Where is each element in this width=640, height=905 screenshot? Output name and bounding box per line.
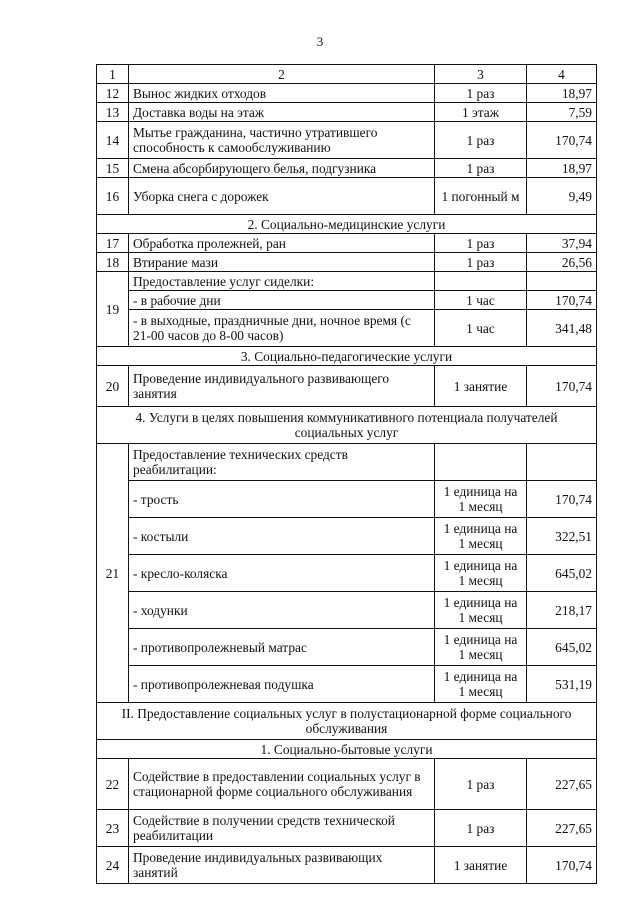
service-name: Содействие в получении средств технической реабилитации bbox=[129, 810, 435, 847]
service-unit: 1 раз bbox=[435, 253, 527, 272]
table-row bbox=[97, 592, 597, 629]
service-unit: 1 этаж bbox=[435, 103, 527, 122]
service-price: 7,59 bbox=[527, 103, 597, 122]
service-price: 170,74 bbox=[527, 366, 597, 407]
service-subitem-name: - противопролежневый матрас bbox=[129, 629, 435, 666]
row-number: 20 bbox=[97, 366, 129, 407]
service-unit: 1 единица на 1 месяц bbox=[435, 518, 527, 555]
service-subitem-name: - кресло-коляска bbox=[129, 555, 435, 592]
service-unit: 1 час bbox=[435, 291, 527, 310]
service-name: Предоставление услуг сиделки: bbox=[129, 272, 435, 291]
header-col-3: 3 bbox=[435, 65, 527, 84]
row-number: 16 bbox=[97, 178, 129, 215]
service-unit: 1 раз bbox=[435, 159, 527, 178]
table-row bbox=[97, 847, 597, 884]
table-row bbox=[97, 481, 597, 518]
table-row bbox=[97, 310, 597, 347]
service-unit: 1 единица на 1 месяц bbox=[435, 666, 527, 703]
row-number: 13 bbox=[97, 103, 129, 122]
service-name: Уборка снега с дорожек bbox=[129, 178, 435, 215]
section-row bbox=[97, 703, 597, 740]
service-name: Доставка воды на этаж bbox=[129, 103, 435, 122]
table-row bbox=[97, 178, 597, 215]
service-price: 645,02 bbox=[527, 555, 597, 592]
service-price: 170,74 bbox=[527, 122, 597, 159]
table-row bbox=[97, 272, 597, 291]
service-price: 9,49 bbox=[527, 178, 597, 215]
service-subitem-name: - противопролежневая подушка bbox=[129, 666, 435, 703]
header-col-4: 4 bbox=[527, 65, 597, 84]
row-number: 18 bbox=[97, 253, 129, 272]
table-row bbox=[97, 759, 597, 810]
services-price-table bbox=[96, 64, 597, 884]
service-unit: 1 единица на 1 месяц bbox=[435, 592, 527, 629]
service-unit: 1 раз bbox=[435, 234, 527, 253]
service-price: 18,97 bbox=[527, 84, 597, 103]
table-row bbox=[97, 366, 597, 407]
row-number: 14 bbox=[97, 122, 129, 159]
row-number: 15 bbox=[97, 159, 129, 178]
table-row bbox=[97, 84, 597, 103]
service-name: Предоставление технических средств реабилитации: bbox=[129, 444, 435, 481]
header-col-1: 1 bbox=[97, 65, 129, 84]
section-row bbox=[97, 740, 597, 759]
service-name: Смена абсорбирующего белья, подгузника bbox=[129, 159, 435, 178]
service-price: 531,19 bbox=[527, 666, 597, 703]
service-name: Проведение индивидуального развивающего занятия bbox=[129, 366, 435, 407]
empty-cell bbox=[527, 444, 597, 481]
service-name: Содействие в предоставлении социальных услуг в стационарной форме социального обслуживания bbox=[129, 759, 435, 810]
service-price: 645,02 bbox=[527, 629, 597, 666]
row-number: 19 bbox=[97, 272, 129, 347]
service-price: 170,74 bbox=[527, 481, 597, 518]
service-subitem-name: - в выходные, праздничные дни, ночное время (с 21-00 часов до 8-00 часов) bbox=[129, 310, 435, 347]
empty-cell bbox=[435, 444, 527, 481]
table-row bbox=[97, 810, 597, 847]
service-name: Проведение индивидуальных развивающих занятий bbox=[129, 847, 435, 884]
section-row bbox=[97, 347, 597, 366]
row-number: 23 bbox=[97, 810, 129, 847]
page-number: 3 bbox=[316, 34, 324, 49]
service-unit: 1 единица на 1 месяц bbox=[435, 481, 527, 518]
section-title: 1. Социально-бытовые услуги bbox=[97, 740, 597, 759]
service-unit: 1 погонный м bbox=[435, 178, 527, 215]
service-subitem-name: - в рабочие дни bbox=[129, 291, 435, 310]
service-name: Обработка пролежней, ран bbox=[129, 234, 435, 253]
table-row bbox=[97, 122, 597, 159]
service-price: 170,74 bbox=[527, 291, 597, 310]
service-price: 18,97 bbox=[527, 159, 597, 178]
service-price: 341,48 bbox=[527, 310, 597, 347]
table-row bbox=[97, 629, 597, 666]
section-title: 3. Социально-педагогические услуги bbox=[97, 347, 597, 366]
table-row bbox=[97, 518, 597, 555]
row-number: 17 bbox=[97, 234, 129, 253]
service-unit: 1 час bbox=[435, 310, 527, 347]
section-row bbox=[97, 215, 597, 234]
row-number: 22 bbox=[97, 759, 129, 810]
service-price: 227,65 bbox=[527, 810, 597, 847]
section-title: 2. Социально-медицинские услуги bbox=[97, 215, 597, 234]
table-row bbox=[97, 444, 597, 481]
table-row bbox=[97, 555, 597, 592]
service-unit: 1 единица на 1 месяц bbox=[435, 629, 527, 666]
service-price: 37,94 bbox=[527, 234, 597, 253]
service-price: 322,51 bbox=[527, 518, 597, 555]
service-price: 170,74 bbox=[527, 847, 597, 884]
service-name: Вынос жидких отходов bbox=[129, 84, 435, 103]
empty-cell bbox=[435, 272, 527, 291]
service-unit: 1 занятие bbox=[435, 847, 527, 884]
table-row bbox=[97, 234, 597, 253]
service-unit: 1 раз bbox=[435, 759, 527, 810]
table-row bbox=[97, 253, 597, 272]
header-col-2: 2 bbox=[129, 65, 435, 84]
service-unit: 1 раз bbox=[435, 84, 527, 103]
header-row bbox=[97, 65, 597, 84]
service-unit: 1 единица на 1 месяц bbox=[435, 555, 527, 592]
section-title: 4. Услуги в целях повышения коммуникативного потенциала получателей социальных услуг bbox=[97, 407, 597, 444]
service-price: 218,17 bbox=[527, 592, 597, 629]
service-subitem-name: - костыли bbox=[129, 518, 435, 555]
row-number: 24 bbox=[97, 847, 129, 884]
service-unit: 1 занятие bbox=[435, 366, 527, 407]
service-subitem-name: - ходунки bbox=[129, 592, 435, 629]
service-name: Втирание мази bbox=[129, 253, 435, 272]
section-row bbox=[97, 407, 597, 444]
service-price: 227,65 bbox=[527, 759, 597, 810]
service-price: 26,56 bbox=[527, 253, 597, 272]
empty-cell bbox=[527, 272, 597, 291]
row-number: 12 bbox=[97, 84, 129, 103]
row-number: 21 bbox=[97, 444, 129, 703]
table-row bbox=[97, 103, 597, 122]
table-row bbox=[97, 666, 597, 703]
service-unit: 1 раз bbox=[435, 810, 527, 847]
table-row bbox=[97, 159, 597, 178]
section-title: II. Предоставление социальных услуг в полустационарной форме социального обслуживания bbox=[97, 703, 597, 740]
table-row bbox=[97, 291, 597, 310]
service-subitem-name: - трость bbox=[129, 481, 435, 518]
service-unit: 1 раз bbox=[435, 122, 527, 159]
service-name: Мытье гражданина, частично утратившего способность к самообслуживанию bbox=[129, 122, 435, 159]
